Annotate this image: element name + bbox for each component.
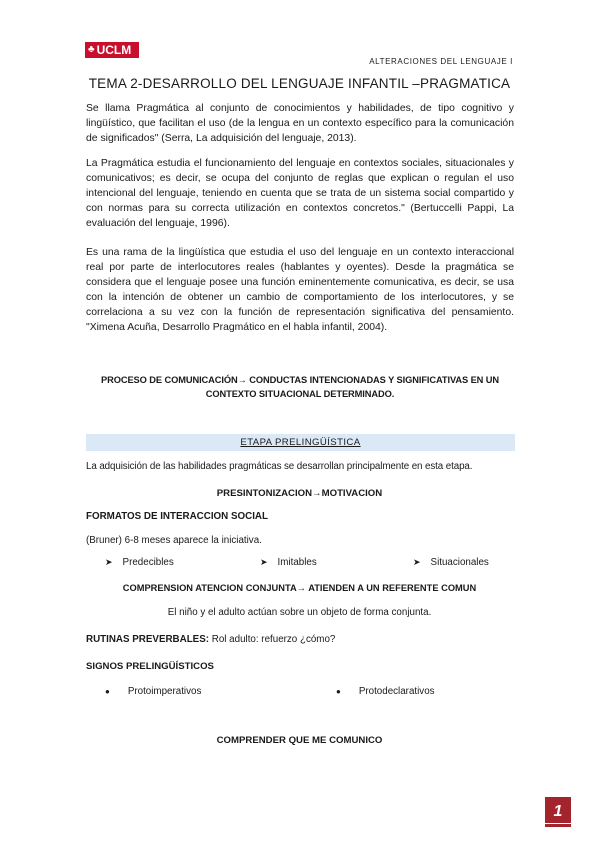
signos-heading: SIGNOS PRELINGÜÍSTICOS [86, 661, 214, 672]
bullet-icon: ● [336, 687, 341, 696]
paragraph-3: Es una rama de la lingüística que estudia el uso del lenguaje en un contexto interaccional real por parte de interlocutores reales (hablantes y oyentes). Desde la pragmática se considera que el lenguaje posee una función eminentemente comunicativa, es decir, se usa con la intención de obtener un cambio de comportamiento de los interlocutores, y se correlaciona a su vez con la función de representación significativa del pensamiento. "Ximena Acuña, Desarrollo Pragmático en el habla infantil, 2004). [86, 247, 514, 333]
page-title: TEMA 2-DESARROLLO DEL LENGUAJE INFANTIL –PRAGMATICA [88, 76, 511, 91]
logo-text: UCLM [96, 43, 132, 57]
bullet-icon: ● [105, 687, 110, 696]
presintonizacion-heading: PRESINTONIZACION→MOTIVACION [216, 488, 383, 499]
paragraph-2: La Pragmática estudia el funcionamiento del lenguaje en contextos sociales, situacionales y comunicativos; es decir, se ocupa del conjunto de reglas que explican o regulan el uso intencional del lenguaje, teniendo en cuenta que se trata de un sistema social compartido y con normas para su correcta utilización en contextos concretos." (Bertuccelli Pappi, La evaluación del lenguaje, 1996). [86, 158, 514, 229]
list-item [105, 557, 174, 568]
running-title: ALTERACIONES DEL LENGUAJE I [369, 57, 513, 66]
list-item [105, 686, 201, 697]
stage-band-label: ETAPA PRELINGÜÍSTICA [240, 437, 361, 448]
list-item [413, 557, 489, 568]
page-number: 1 [553, 803, 563, 820]
arrow-bullet-icon: ➤ [105, 557, 113, 567]
rutinas-text: Rol adulto: refuerzo ¿cómo? [209, 634, 336, 645]
stage-band [86, 434, 515, 451]
list-item [336, 686, 435, 697]
paragraph-1: Se llama Pragmática al conjunto de conocimientos y habilidades, de tipo cognitivo y lingüístico, que facilitan el uso (de la lengua en un contexto específico para la comunicación de significados" (Serra, La adquisición del lenguaje, 2013). [86, 103, 514, 144]
stage-intro: La adquisición de las habilidades pragmáticas se desarrollan principalmente en esta etapa. [86, 461, 473, 472]
list-item-label: Situacionales [430, 557, 489, 568]
process-heading: PROCESO DE COMUNICACIÓN→ CONDUCTAS INTENCIONADAS Y SIGNIFICATIVAS EN UN CONTEXTO SITUACIONAL DETERMINADO. [100, 375, 500, 399]
list-item [260, 557, 317, 568]
rutinas-line [86, 633, 335, 646]
arrow-bullet-icon: ➤ [260, 557, 268, 567]
formatos-heading: FORMATOS DE INTERACCION SOCIAL [86, 511, 268, 522]
logo-mark-icon: ♣ [88, 44, 95, 55]
uclm-logo [85, 42, 139, 58]
page-number-badge [545, 797, 571, 827]
joint-attention-line: El niño y el adulto actúan sobre un objeto de forma conjunta. [167, 607, 432, 618]
list-item-label: Protoimperativos [127, 686, 202, 697]
comprension-heading: COMPRENSION ATENCION CONJUNTA→ ATIENDEN A UN REFERENTE COMUN [122, 583, 477, 593]
rutinas-label: RUTINAS PREVERBALES: [86, 634, 210, 645]
closing-heading: COMPRENDER QUE ME COMUNICO [216, 735, 383, 746]
list-item-label: Protodeclarativos [358, 686, 435, 697]
list-item-label: Imitables [277, 557, 317, 568]
bruner-line: (Bruner) 6-8 meses aparece la iniciativa. [86, 535, 262, 546]
list-item-label: Predecibles [122, 557, 174, 568]
arrow-bullet-icon: ➤ [413, 557, 421, 567]
